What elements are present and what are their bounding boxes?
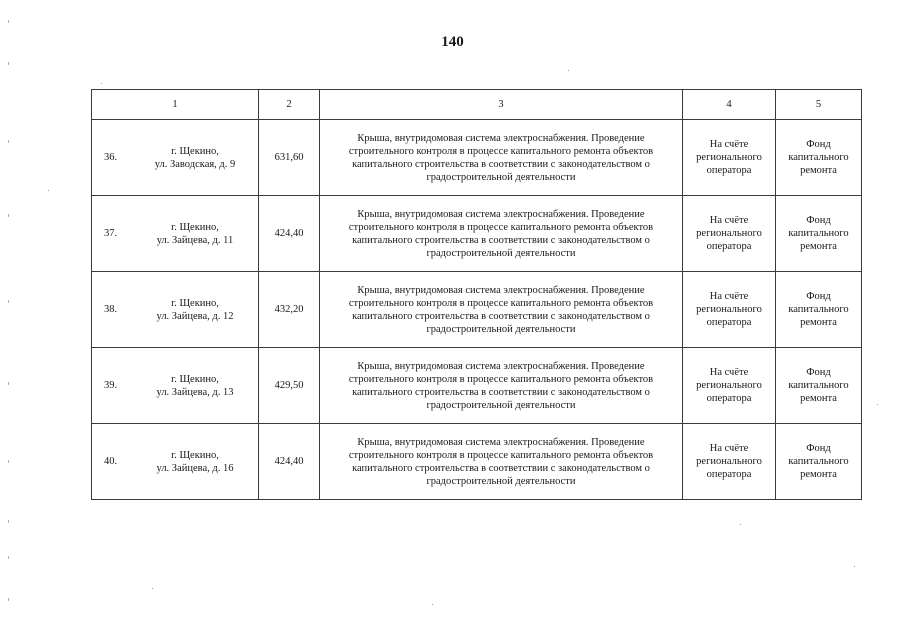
address-city: г. Щекино, — [171, 373, 219, 385]
account-owner-cell: На счёте регионального оператора — [683, 272, 776, 348]
work-description-cell: Крыша, внутридомовая система электроснабжения. Проведение строительного контроля в процессе капитального ремонта объектов капитального строительства в соответствии с законодательством о градостроительной деятельности — [320, 120, 683, 196]
scan-artifact — [8, 62, 9, 65]
account-owner-cell: На счёте регионального оператора — [683, 424, 776, 500]
area-cell: 429,50 — [259, 348, 320, 424]
address — [136, 145, 254, 171]
scan-artifact — [8, 598, 9, 601]
address-cell — [92, 196, 259, 272]
address-street: ул. Зайцева, д. 12 — [156, 310, 234, 322]
work-description-cell: Крыша, внутридомовая система электроснабжения. Проведение строительного контроля в процессе капитального ремонта объектов капитального строительства в соответствии с законодательством о градостроительной деятельности — [320, 196, 683, 272]
page-number: 140 — [441, 34, 464, 50]
header-cell-address: 1 — [92, 90, 259, 120]
address-street: ул. Зайцева, д. 16 — [156, 462, 234, 474]
address-street: ул. Зайцева, д. 11 — [156, 234, 234, 246]
scan-artifact — [8, 460, 9, 463]
table-row — [92, 424, 862, 500]
funding-source-cell: Фонд капитального ремонта — [776, 348, 862, 424]
area-cell: 424,40 — [259, 196, 320, 272]
funding-source-cell: Фонд капитального ремонта — [776, 196, 862, 272]
address — [136, 373, 254, 399]
address — [136, 297, 254, 323]
scan-speck — [432, 604, 433, 605]
row-number: 40. — [104, 456, 118, 467]
scan-artifact — [8, 382, 9, 385]
address-city: г. Щекино, — [171, 145, 219, 157]
table-header-row — [92, 90, 862, 120]
funding-source-cell: Фонд капитального ремонта — [776, 424, 862, 500]
address-cell — [92, 120, 259, 196]
scan-artifact — [8, 556, 9, 559]
header-cell-owner: 4 — [683, 90, 776, 120]
address-cell — [92, 424, 259, 500]
area-cell: 424,40 — [259, 424, 320, 500]
area-cell: 432,20 — [259, 272, 320, 348]
table-row — [92, 348, 862, 424]
scan-artifact — [8, 140, 9, 143]
scan-speck — [877, 404, 878, 405]
work-description-cell: Крыша, внутридомовая система электроснабжения. Проведение строительного контроля в процессе капитального ремонта объектов капитального строительства в соответствии с законодательством о градостроительной деятельности — [320, 272, 683, 348]
row-number: 38. — [104, 304, 118, 315]
work-description-cell: Крыша, внутридомовая система электроснабжения. Проведение строительного контроля в процессе капитального ремонта объектов капитального строительства в соответствии с законодательством о градостроительной деятельности — [320, 348, 683, 424]
address-city: г. Щекино, — [171, 297, 219, 309]
address-cell — [92, 348, 259, 424]
address-street: ул. Зайцева, д. 13 — [156, 386, 234, 398]
row-number: 36. — [104, 152, 118, 163]
address-cell — [92, 272, 259, 348]
area-cell: 631,60 — [259, 120, 320, 196]
scan-speck — [568, 70, 569, 71]
capital-repair-table — [91, 89, 862, 500]
header-cell-fund: 5 — [776, 90, 862, 120]
address-street: ул. Заводская, д. 9 — [154, 158, 236, 170]
row-number: 37. — [104, 228, 118, 239]
header-cell-area: 2 — [259, 90, 320, 120]
funding-source-cell: Фонд капитального ремонта — [776, 272, 862, 348]
table-row — [92, 196, 862, 272]
account-owner-cell: На счёте регионального оператора — [683, 348, 776, 424]
scan-artifact — [8, 300, 9, 303]
account-owner-cell: На счёте регионального оператора — [683, 120, 776, 196]
address-city: г. Щекино, — [171, 449, 219, 461]
address — [136, 221, 254, 247]
scan-artifact — [8, 214, 9, 217]
account-owner-cell: На счёте регионального оператора — [683, 196, 776, 272]
address — [136, 449, 254, 475]
address-city: г. Щекино, — [171, 221, 219, 233]
scan-artifact — [8, 520, 9, 523]
scan-speck — [854, 566, 855, 567]
table-row — [92, 120, 862, 196]
header-cell-work: 3 — [320, 90, 683, 120]
table-row — [92, 272, 862, 348]
scan-speck — [101, 83, 102, 84]
scan-speck — [740, 524, 741, 525]
scan-speck — [48, 190, 49, 191]
scan-artifact — [8, 20, 9, 23]
work-description-cell: Крыша, внутридомовая система электроснабжения. Проведение строительного контроля в процессе капитального ремонта объектов капитального строительства в соответствии с законодательством о градостроительной деятельности — [320, 424, 683, 500]
row-number: 39. — [104, 380, 118, 391]
funding-source-cell: Фонд капитального ремонта — [776, 120, 862, 196]
scan-speck — [152, 588, 153, 589]
